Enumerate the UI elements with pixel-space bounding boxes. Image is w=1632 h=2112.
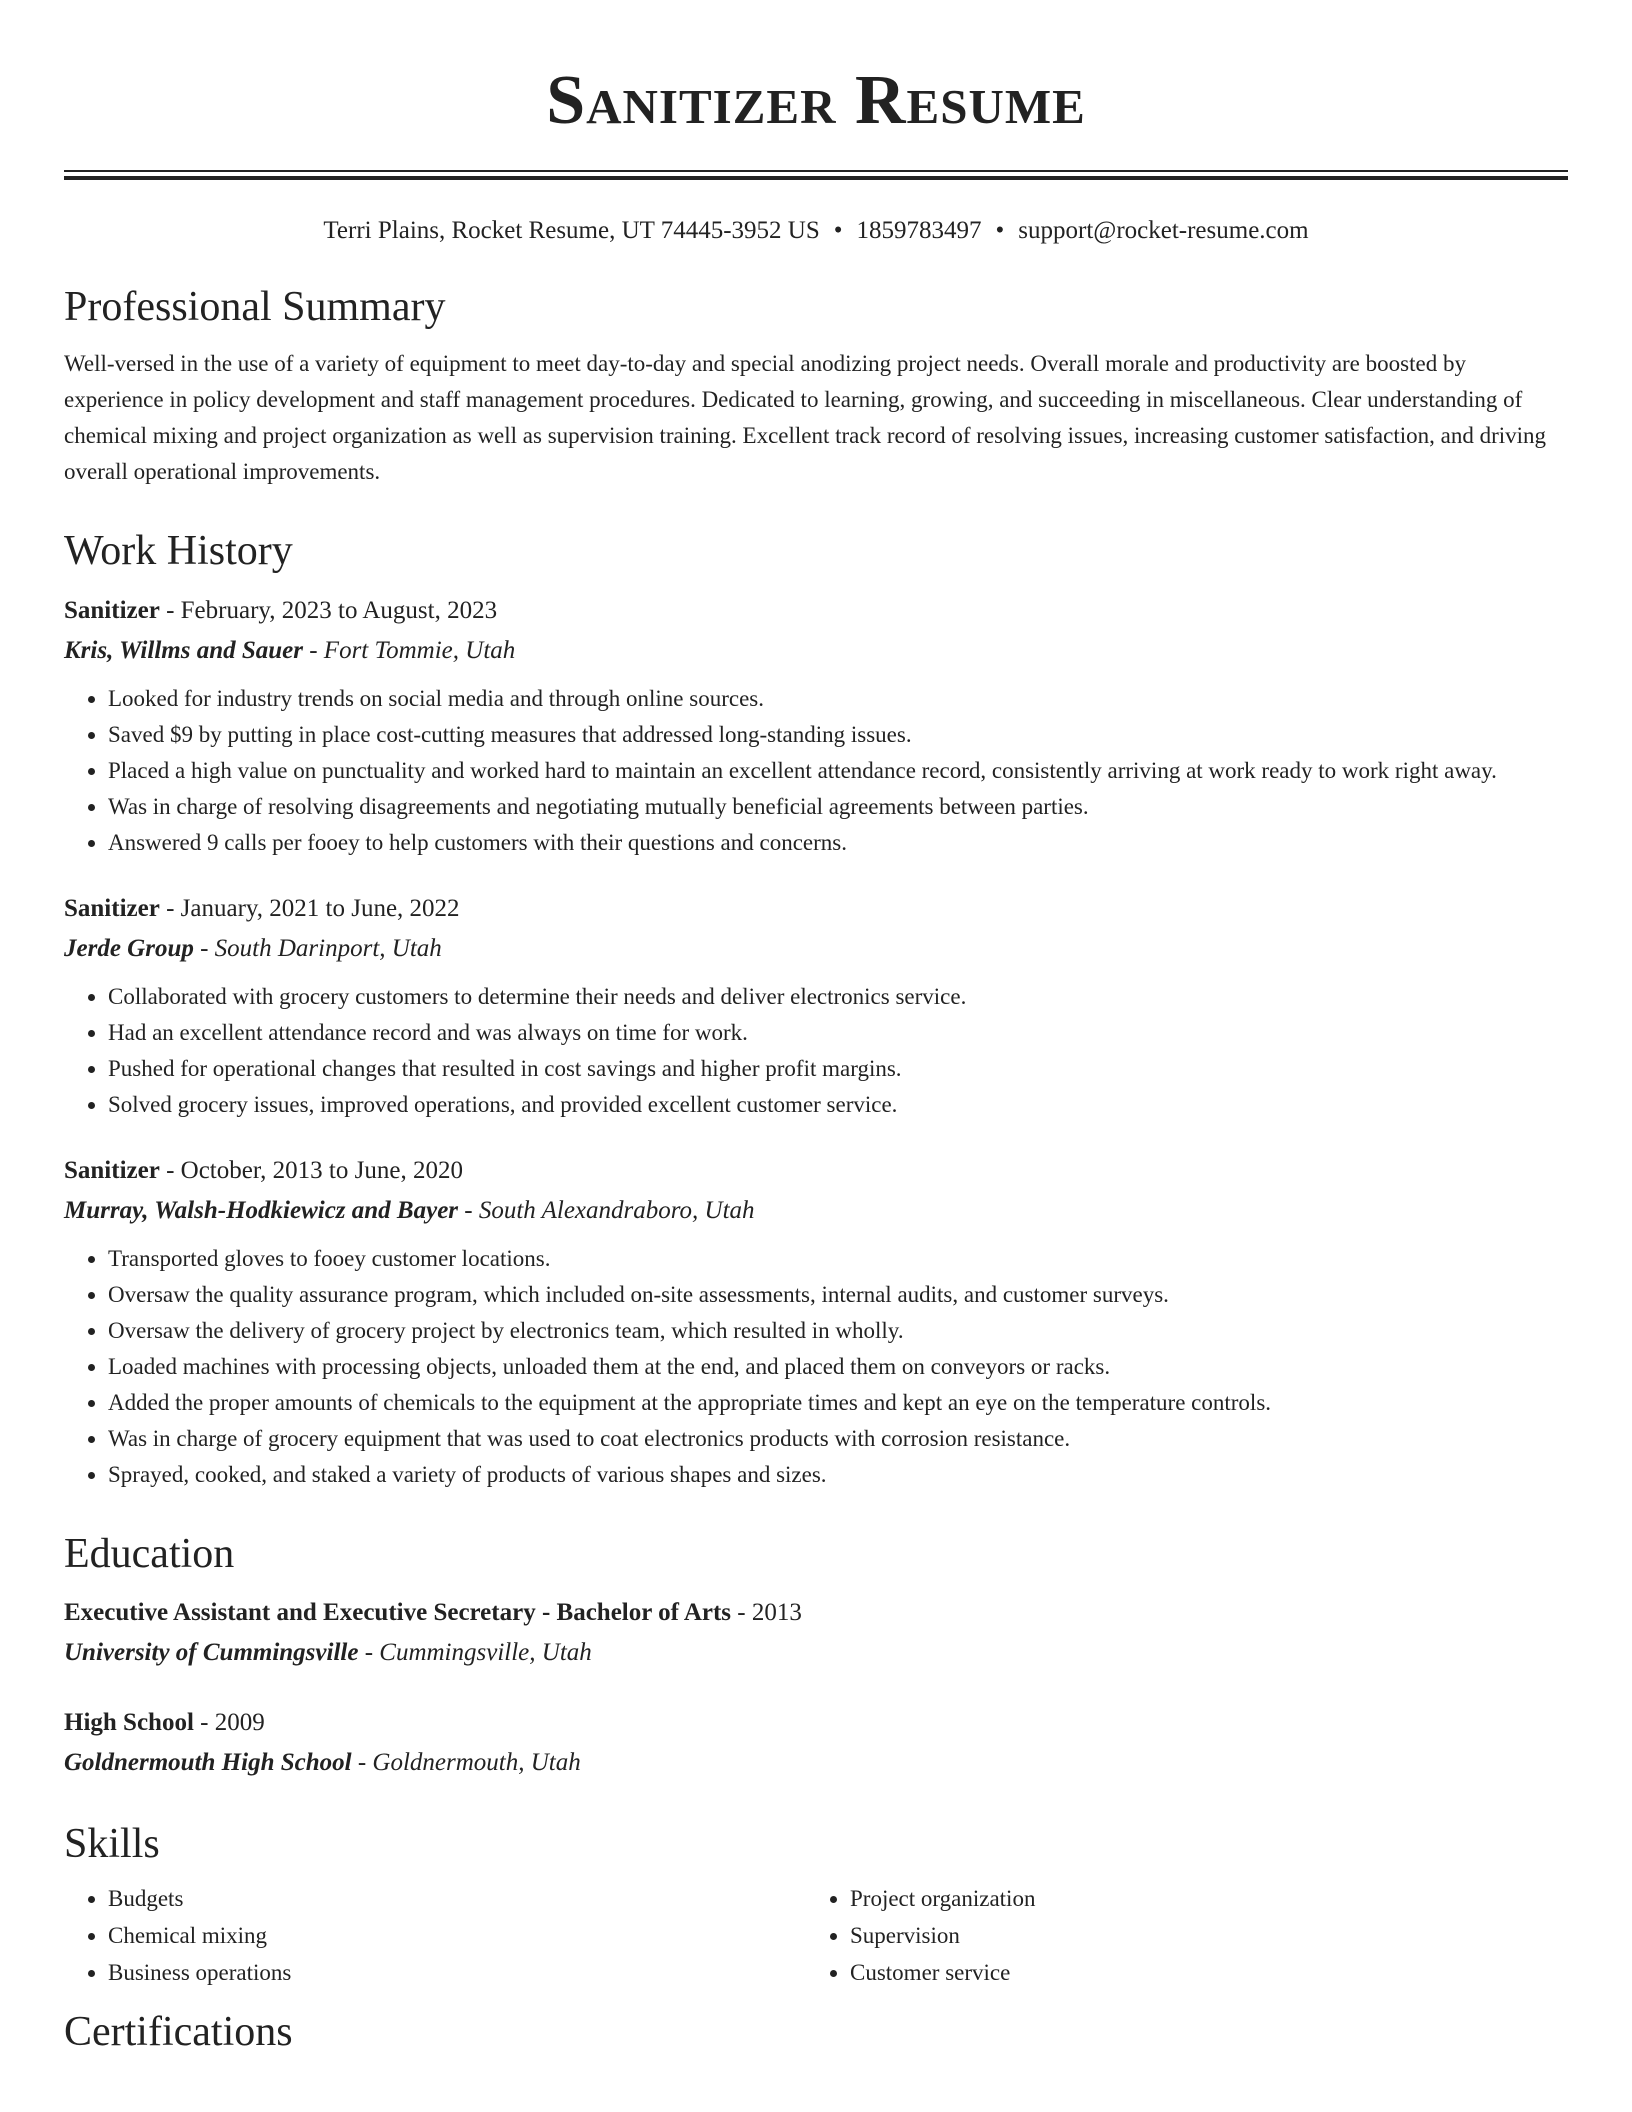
job-dates: - October, 2013 to June, 2020 (159, 1156, 463, 1184)
skill-item: • Budgets (108, 1880, 806, 1917)
education-header (64, 1703, 1568, 1743)
education-school: Goldnermouth High School (64, 1749, 352, 1777)
job-employer (64, 1191, 1568, 1231)
education-location: - Cummingsville, Utah (358, 1639, 592, 1667)
contact-phone: 1859783497 (856, 217, 982, 244)
job-location: - South Alexandraboro, Utah (458, 1196, 755, 1224)
job-duty: • Solved grocery issues, improved operations, and provided excellent customer service. (108, 1087, 1568, 1123)
job-dates: - February, 2023 to August, 2023 (159, 596, 498, 624)
job-entry (64, 591, 1568, 861)
job-duties (64, 1241, 1568, 1493)
education-institution (64, 1633, 1568, 1673)
job-employer (64, 929, 1568, 969)
summary-heading: Professional Summary (64, 284, 446, 330)
job-duty: • Looked for industry trends on social media and through online sources. (108, 681, 1568, 717)
contact-separator: • (833, 217, 843, 244)
education-entry (64, 1593, 1568, 1673)
skill-item: • Business operations (108, 1954, 806, 1991)
job-duty: • Had an excellent attendance record and was always on time for work. (108, 1015, 1568, 1051)
skills-column-right (806, 1880, 1506, 1991)
skills-list (64, 1880, 1568, 1991)
skill-item: • Chemical mixing (108, 1917, 806, 1954)
skill-item: • Project organization (850, 1880, 1506, 1917)
job-duty: • Added the proper amounts of chemicals to the equipment at the appropriate times and kept an eye on the temperature controls. (108, 1385, 1568, 1421)
job-duties (64, 681, 1568, 861)
job-duty: • Oversaw the quality assurance program, which included on-site assessments, internal audits, and customer surveys. (108, 1277, 1568, 1313)
education-institution (64, 1743, 1568, 1783)
job-duty: • Loaded machines with processing objects, unloaded them at the end, and placed them on conveyors or racks. (108, 1349, 1568, 1385)
resume-title: Sanitizer Resume (546, 62, 1086, 139)
job-entry (64, 1151, 1568, 1493)
job-duty: • Sprayed, cooked, and staked a variety of products of various shapes and sizes. (108, 1457, 1568, 1493)
job-company: Murray, Walsh-Hodkiewicz and Bayer (64, 1196, 459, 1224)
job-duty: • Pushed for operational changes that resulted in cost savings and higher profit margins. (108, 1051, 1568, 1087)
job-location: - South Darinport, Utah (193, 934, 442, 962)
summary-text: Well-versed in the use of a variety of equipment to meet day-to-day and special anodizing project needs. Overall morale and productivity are boosted by experience in policy development and staff management procedures. Dedicated to learning, growing, and succeeding in miscellaneous. Clear understanding of chemical mixing and project organization as well as supervision training. Excellent track record of resolving issues, increasing customer satisfaction, and driving overall operational improvements. (64, 351, 1547, 485)
skill-item: • Customer service (850, 1954, 1506, 1991)
job-dates: - January, 2021 to June, 2022 (159, 894, 460, 922)
certifications-heading: Certifications (64, 2008, 293, 2055)
job-header (64, 591, 1568, 631)
skills-column-left (64, 1880, 806, 1991)
job-company: Jerde Group (64, 934, 194, 962)
contact-address: Terri Plains, Rocket Resume, UT 74445-3952 US (323, 217, 820, 244)
education-year: - 2009 (193, 1709, 265, 1737)
skills-heading: Skills (64, 1821, 160, 1868)
job-duty: • Saved $9 by putting in place cost-cutting measures that addressed long-standing issues. (108, 717, 1568, 753)
job-header (64, 889, 1568, 929)
education-heading: Education (64, 1530, 235, 1577)
job-duty: • Placed a high value on punctuality and worked hard to maintain an excellent attendance record, consistently arriving at work ready to work right away. (108, 753, 1568, 789)
education-degree: High School (64, 1709, 194, 1737)
contact-separator: • (995, 217, 1005, 244)
skill-item: • Supervision (850, 1917, 1506, 1954)
work-history-heading: Work History (64, 528, 293, 575)
job-title: Sanitizer (64, 596, 160, 624)
job-location: - Fort Tommie, Utah (302, 636, 516, 664)
job-duty: • Transported gloves to fooey customer locations. (108, 1241, 1568, 1277)
job-duty: • Was in charge of resolving disagreements and negotiating mutually beneficial agreements between parties. (108, 789, 1568, 825)
education-degree: Executive Assistant and Executive Secretary - Bachelor of Arts (64, 1599, 732, 1627)
job-company: Kris, Willms and Sauer (64, 636, 303, 664)
job-employer (64, 631, 1568, 671)
contact-email: support@rocket-resume.com (1018, 217, 1309, 244)
education-header (64, 1593, 1568, 1633)
job-duties (64, 979, 1568, 1123)
education-location: - Goldnermouth, Utah (351, 1749, 581, 1777)
job-entry (64, 889, 1568, 1123)
education-entry (64, 1703, 1568, 1783)
job-title: Sanitizer (64, 1156, 160, 1184)
job-duty: • Answered 9 calls per fooey to help customers with their questions and concerns. (108, 825, 1568, 861)
job-duty: • Was in charge of grocery equipment that was used to coat electronics products with corrosion resistance. (108, 1421, 1568, 1457)
contact-line (64, 216, 1568, 246)
job-duty: • Collaborated with grocery customers to determine their needs and deliver electronics service. (108, 979, 1568, 1015)
education-year: - 2013 (731, 1599, 802, 1627)
job-title: Sanitizer (64, 894, 160, 922)
education-school: University of Cummingsville (64, 1639, 359, 1667)
title-divider (64, 170, 1568, 180)
job-header (64, 1151, 1568, 1191)
job-duty: • Oversaw the delivery of grocery project by electronics team, which resulted in wholly. (108, 1313, 1568, 1349)
